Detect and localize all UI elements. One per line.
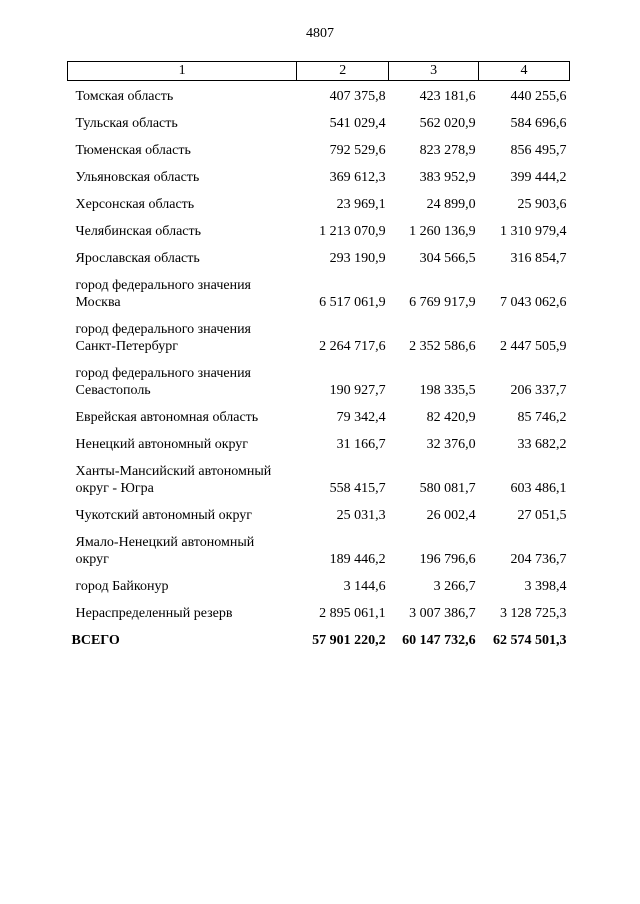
- value-col-4: 856 495,7: [510, 143, 567, 158]
- table-row: [68, 267, 570, 311]
- table-row: [68, 81, 570, 106]
- total-row: [68, 622, 570, 649]
- value-col-3: 24 899,0: [426, 197, 476, 212]
- value-col-3: 580 081,7: [419, 481, 476, 496]
- table-row: [68, 213, 570, 240]
- value-col-3: 6 769 917,9: [409, 295, 476, 310]
- region-name: Томская область: [75, 89, 174, 104]
- value-col-3: 423 181,6: [419, 89, 476, 104]
- region-name: Челябинская область: [75, 224, 201, 239]
- table-row: [68, 524, 570, 568]
- value-col-3: 1 260 136,9: [409, 224, 476, 239]
- region-name-line-2: округ - Югра: [75, 481, 154, 496]
- value-col-2: 558 415,7: [329, 481, 386, 496]
- value-col-4: 27 051,5: [517, 508, 567, 523]
- budget-table: [67, 61, 570, 649]
- region-name: Ненецкий автономный округ: [75, 437, 249, 452]
- total-col-4: 62 574 501,3: [493, 633, 567, 648]
- region-name: Херсонская область: [75, 197, 195, 212]
- region-name: Ульяновская область: [75, 170, 200, 185]
- table-row: [68, 240, 570, 267]
- value-col-3: 26 002,4: [426, 508, 476, 523]
- value-col-2: 79 342,4: [336, 410, 386, 425]
- table-row: [68, 568, 570, 595]
- region-name-line-1: Ямало-Ненецкий автономный: [75, 535, 255, 550]
- value-col-3: 198 335,5: [419, 383, 476, 398]
- column-header-3: 3: [389, 62, 479, 81]
- region-name: Тульская область: [75, 116, 178, 131]
- region-name: [68, 355, 297, 399]
- value-col-3: 304 566,5: [419, 251, 476, 266]
- value-col-3: 383 952,9: [419, 170, 476, 185]
- region-name: Чукотский автономный округ: [75, 508, 253, 523]
- table-header: [68, 62, 570, 81]
- header-row: [68, 62, 570, 81]
- value-col-3: 562 020,9: [419, 116, 476, 131]
- region-name-line-2: Севастополь: [75, 383, 151, 398]
- value-col-4: 316 854,7: [510, 251, 567, 266]
- region-name: Тюменская область: [75, 143, 191, 158]
- table-row: [68, 399, 570, 426]
- table-row: [68, 132, 570, 159]
- table-row: [68, 497, 570, 524]
- value-col-3: 32 376,0: [426, 437, 476, 452]
- column-header-1: 1: [68, 62, 297, 81]
- region-name: Ярославская область: [75, 251, 200, 266]
- value-col-4: 603 486,1: [510, 481, 567, 496]
- region-name: [68, 311, 297, 355]
- value-col-2: 293 190,9: [329, 251, 386, 266]
- value-col-2: 1 213 070,9: [319, 224, 386, 239]
- value-col-4: 584 696,6: [510, 116, 567, 131]
- page-number: 4807: [306, 26, 334, 41]
- region-name-line-1: город федерального значения: [75, 322, 251, 337]
- region-name-line-2: Москва: [75, 295, 121, 310]
- table-row: [68, 355, 570, 399]
- value-col-3: 196 796,6: [419, 552, 476, 567]
- value-col-4: 3 398,4: [524, 579, 567, 594]
- value-col-2: 25 031,3: [336, 508, 386, 523]
- value-col-4: 204 736,7: [510, 552, 567, 567]
- total-col-2: 57 901 220,2: [312, 633, 386, 648]
- value-col-2: 190 927,7: [329, 383, 386, 398]
- table-body: [68, 81, 570, 650]
- value-col-2: 541 029,4: [329, 116, 386, 131]
- value-col-2: 3 144,6: [343, 579, 386, 594]
- value-col-3: 3 266,7: [433, 579, 476, 594]
- table-row: [68, 595, 570, 622]
- region-name: [68, 453, 297, 497]
- region-name-line-2: Санкт-Петербург: [75, 339, 178, 354]
- value-col-4: 7 043 062,6: [500, 295, 567, 310]
- region-name: [68, 267, 297, 311]
- value-col-4: 440 255,6: [510, 89, 567, 104]
- value-col-4: 1 310 979,4: [500, 224, 567, 239]
- value-col-3: 3 007 386,7: [409, 606, 476, 621]
- value-col-4: 33 682,2: [517, 437, 567, 452]
- value-col-2: 6 517 061,9: [319, 295, 386, 310]
- value-col-3: 823 278,9: [419, 143, 476, 158]
- value-col-2: 369 612,3: [329, 170, 386, 185]
- value-col-2: 189 446,2: [329, 552, 386, 567]
- table-row: [68, 186, 570, 213]
- region-name-line-1: город федерального значения: [75, 278, 251, 293]
- table-row: [68, 105, 570, 132]
- region-name-line-1: город федерального значения: [75, 366, 251, 381]
- value-col-2: 23 969,1: [336, 197, 386, 212]
- column-header-2: 2: [297, 62, 389, 81]
- value-col-2: 2 264 717,6: [319, 339, 386, 354]
- region-name: Нераспределенный резерв: [75, 606, 233, 621]
- value-col-4: 3 128 725,3: [500, 606, 567, 621]
- region-name: Еврейская автономная область: [75, 410, 259, 425]
- table-row: [68, 426, 570, 453]
- region-name: город Байконур: [75, 579, 169, 594]
- value-col-4: 206 337,7: [510, 383, 567, 398]
- value-col-3: 82 420,9: [426, 410, 476, 425]
- value-col-4: 399 444,2: [510, 170, 567, 185]
- column-header-4: 4: [479, 62, 570, 81]
- region-name: [68, 524, 297, 568]
- region-name-line-2: округ: [75, 552, 109, 567]
- value-col-2: 2 895 061,1: [319, 606, 386, 621]
- table-row: [68, 453, 570, 497]
- table-row: [68, 159, 570, 186]
- region-name-line-1: Ханты-Мансийский автономный: [75, 464, 272, 479]
- table-row: [68, 311, 570, 355]
- value-col-4: 2 447 505,9: [500, 339, 567, 354]
- value-col-2: 792 529,6: [329, 143, 386, 158]
- value-col-4: 25 903,6: [517, 197, 567, 212]
- value-col-2: 31 166,7: [336, 437, 386, 452]
- value-col-4: 85 746,2: [517, 410, 567, 425]
- total-label: ВСЕГО: [71, 633, 120, 648]
- total-col-3: 60 147 732,6: [402, 633, 476, 648]
- value-col-3: 2 352 586,6: [409, 339, 476, 354]
- value-col-2: 407 375,8: [329, 89, 386, 104]
